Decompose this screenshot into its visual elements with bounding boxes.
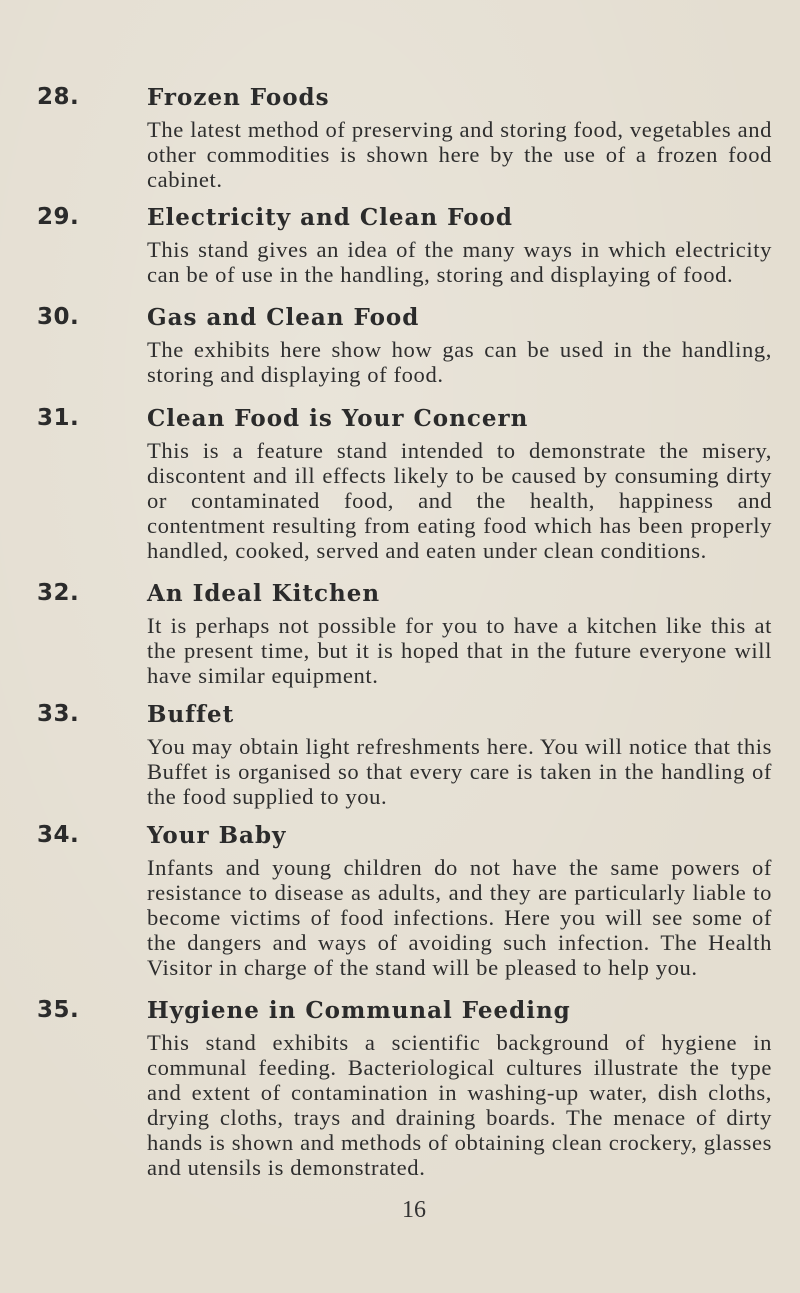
entry-text: You may obtain light refreshments here. You will notice that this Buffet is organised so that every care is taken in the handling of the food supplied to you. [147,734,772,809]
entry-title: Your Baby [147,822,287,849]
entry-text: The exhibits here show how gas can be used in the handling, storing and displaying of food. [147,337,772,387]
entry-text: This stand gives an idea of the many ways in which electricity can be of use in the handling, storing and displaying of food. [147,237,772,287]
entry-title: Electricity and Clean Food [147,204,513,231]
entry-number: 35. [37,997,80,1023]
entry-number: 30. [37,304,80,330]
entry-title: An Ideal Kitchen [147,580,381,607]
entry-title: Hygiene in Communal Feeding [147,997,571,1024]
entry-text: This stand exhibits a scientific background of hygiene in communal feeding. Bacteriological cultures illustrate the type and extent of contamination in washing-up water, dish cloths, drying cloths, trays and draining boards. The menace of dirty hands is shown and methods of obtaining clean crockery, glasses and utensils is demonstrated. [147,1030,772,1180]
entry-number: 31. [37,405,80,431]
entry-text: Infants and young children do not have the same powers of resistance to disease as adults, and they are particularly liable to become victims of food infections. Here you will see some of the dangers and ways of avoiding such infection. The Health Visitor in charge of the stand will be pleased to help you. [147,855,772,980]
entry-number: 32. [37,580,80,606]
page-number: 16 [402,1197,426,1223]
entry-title: Gas and Clean Food [147,304,420,331]
entry-title: Frozen Foods [147,84,330,111]
entry-title: Buffet [147,701,235,728]
entry-number: 29. [37,204,80,230]
entry-number: 34. [37,822,80,848]
entry-number: 28. [37,84,80,110]
entry-text: The latest method of preserving and storing food, vegetables and other commodities is shown here by the use of a frozen food cabinet. [147,117,772,192]
entry-title: Clean Food is Your Concern [147,405,529,432]
entry-text: This is a feature stand intended to demonstrate the misery, discontent and ill effects likely to be caused by consuming dirty or contaminated food, and the health, happiness and contentment resulting from eating food which has been properly handled, cooked, served and eaten under clean conditions. [147,438,772,563]
entry-text: It is perhaps not possible for you to have a kitchen like this at the present time, but it is hoped that in the future everyone will have similar equipment. [147,613,772,688]
entry-number: 33. [37,701,80,727]
